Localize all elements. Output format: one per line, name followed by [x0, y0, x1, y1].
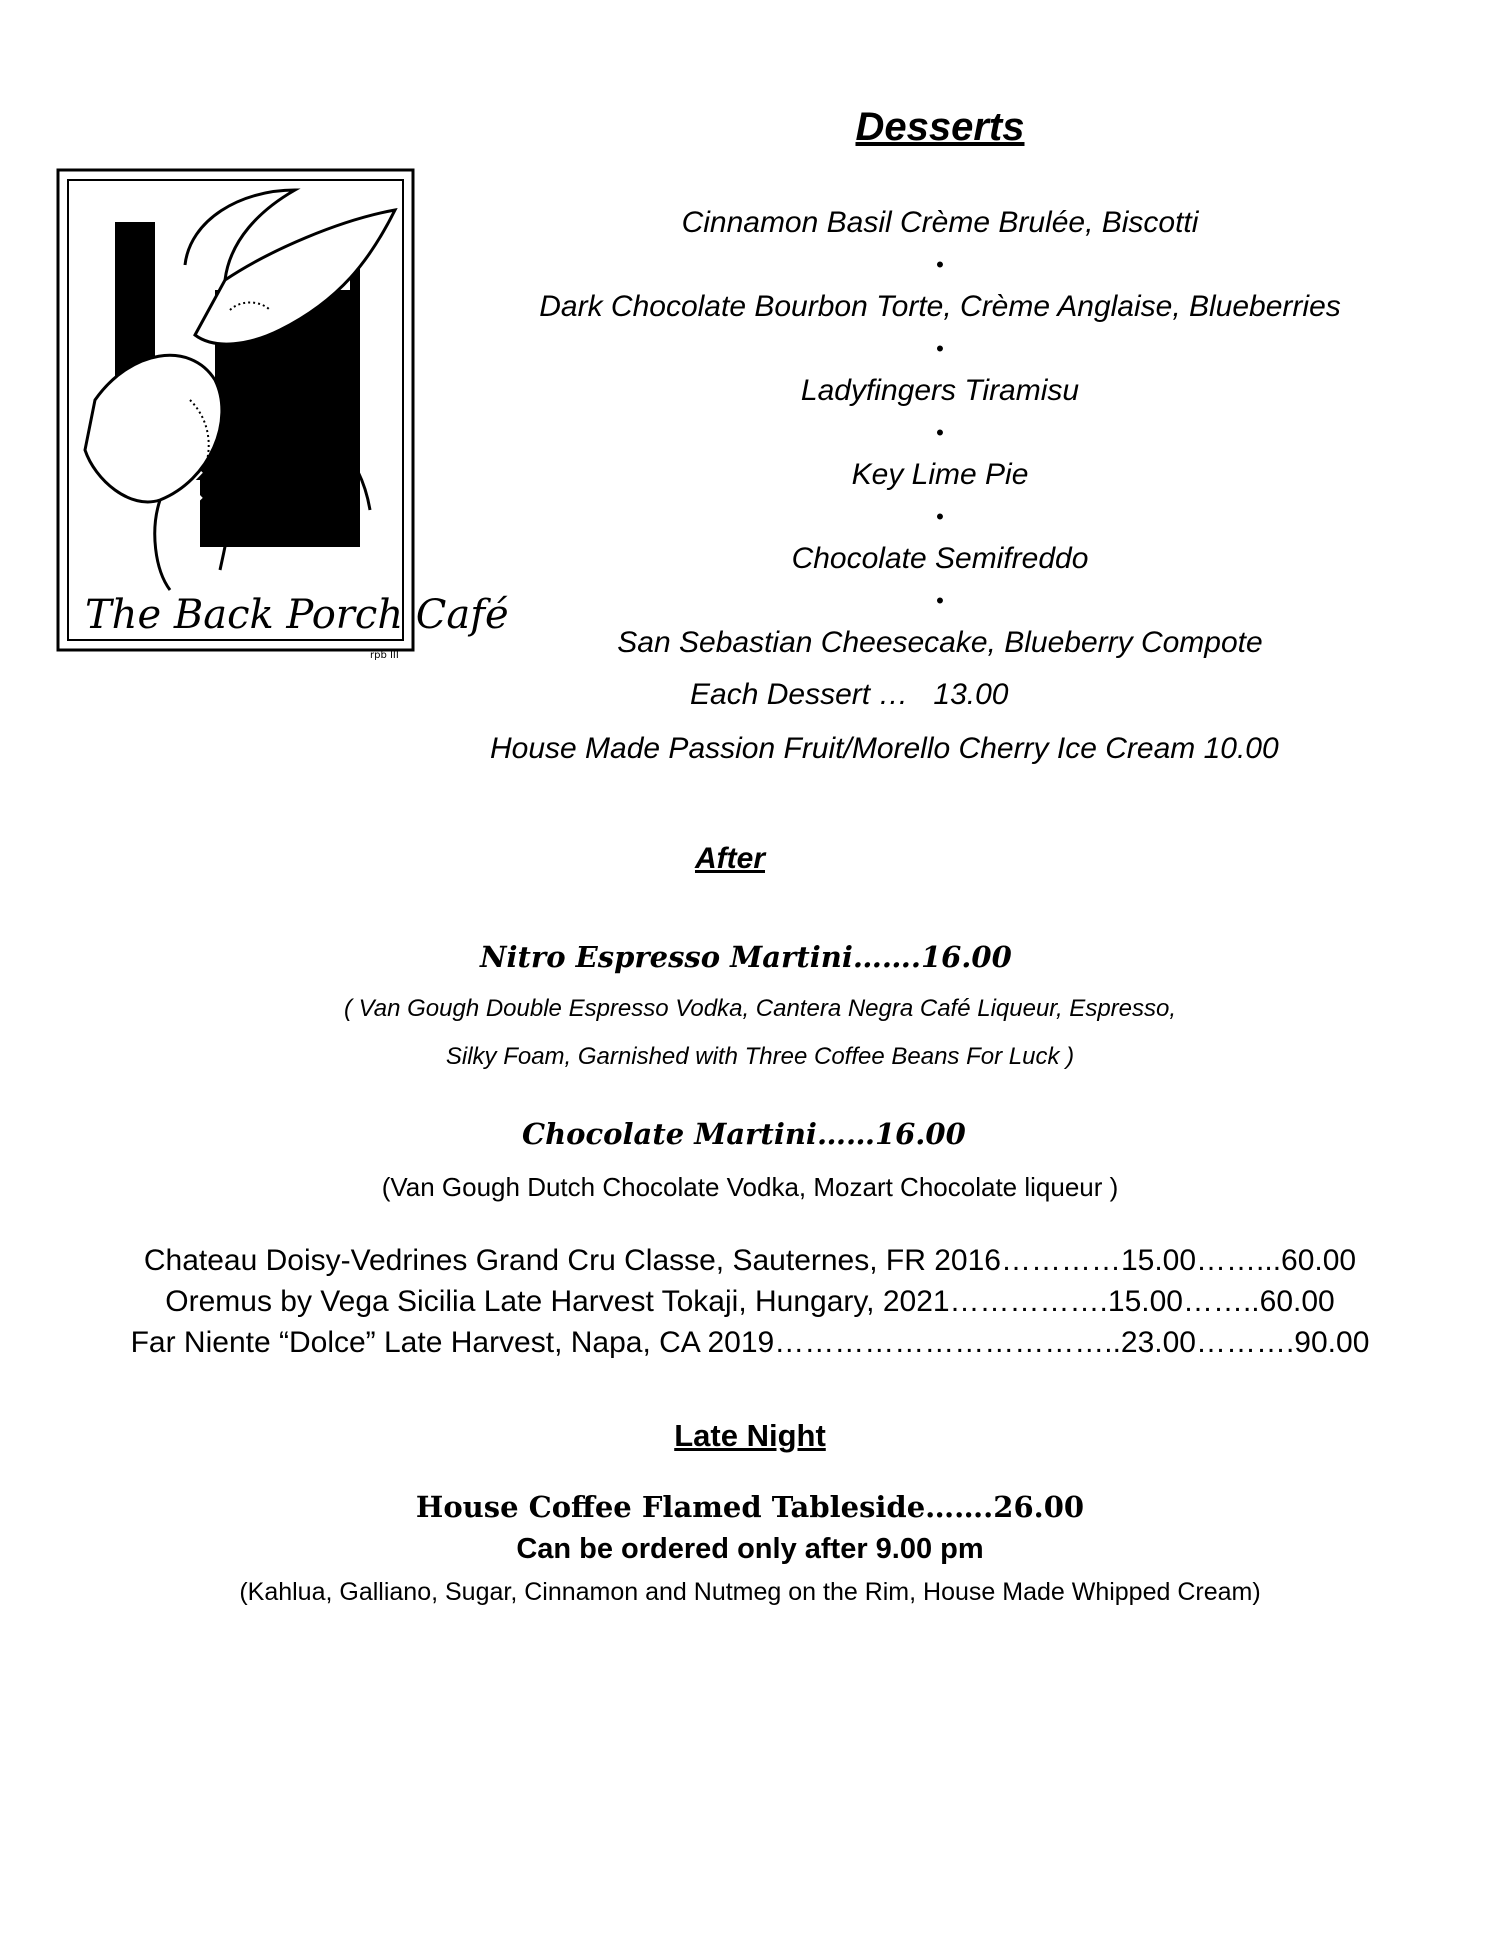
dessert-item: Chocolate Semifreddo — [791, 542, 1089, 575]
bullet-separator: • — [936, 588, 944, 613]
dessert-item: Key Lime Pie — [851, 458, 1029, 491]
ice-cream-item: House Made Passion Fruit/Morello Cherry Ice Cream 10.00 — [490, 732, 1279, 765]
cocktail-desc-line: Silky Foam, Garnished with Three Coffee Beans For Luck ) — [445, 1043, 1075, 1070]
bullet-separator: • — [936, 252, 944, 277]
cocktail-desc-line: ( Van Gough Double Espresso Vodka, Cantera Negra Café Liqueur, Espresso, — [343, 995, 1177, 1022]
logo-text: The Back Porch Café — [85, 592, 509, 638]
desserts-heading: Desserts — [855, 105, 1025, 149]
dessert-item: Dark Chocolate Bourbon Torte, Crème Anglaise, Blueberries — [539, 290, 1341, 323]
dessert-wine-list — [100, 1240, 1400, 1363]
bullet-separator: • — [936, 420, 944, 445]
each-dessert-price: Each Dessert … 13.00 — [690, 678, 1009, 711]
dessert-item: Ladyfingers Tiramisu — [800, 374, 1080, 407]
late-night-heading: Late Night — [674, 1418, 826, 1453]
back-porch-cafe-logo — [40, 150, 509, 680]
wine-item: Oremus by Vega Sicilia Late Harvest Tokaji, Hungary, 2021…………….15.00……..60.00 — [165, 1285, 1335, 1318]
late-night-note: Can be ordered only after 9.00 pm — [516, 1533, 984, 1565]
dessert-item: San Sebastian Cheesecake, Blueberry Compote — [617, 626, 1263, 659]
wine-item: Far Niente “Dolce” Late Harvest, Napa, CA 2019……………………………..23.00……….90.00 — [130, 1326, 1370, 1359]
after-heading: After — [694, 842, 765, 875]
late-night-desc: (Kahlua, Galliano, Sugar, Cinnamon and Nutmeg on the Rim, House Made Whipped Cream) — [239, 1578, 1261, 1606]
cocktail-name-nitro-espresso: Nitro Espresso Martini…….16.00 — [480, 940, 1012, 974]
cocktail-desc-line: (Van Gough Dutch Chocolate Vodka, Mozart Chocolate liqueur ) — [381, 1172, 1119, 1202]
dessert-item: Cinnamon Basil Crème Brulée, Biscotti — [681, 206, 1199, 239]
bullet-separator: • — [936, 504, 944, 529]
cocktail-name-chocolate-martini: Chocolate Martini……16.00 — [522, 1117, 966, 1151]
logo-artist-signature: rpb III — [370, 650, 399, 661]
bullet-separator: • — [936, 336, 944, 361]
late-night-item: House Coffee Flamed Tableside…….26.00 — [415, 1490, 1085, 1524]
wine-item: Chateau Doisy-Vedrines Grand Cru Classe, Sauternes, FR 2016…………15.00……...60.00 — [143, 1244, 1357, 1277]
desserts-list — [480, 205, 1400, 661]
